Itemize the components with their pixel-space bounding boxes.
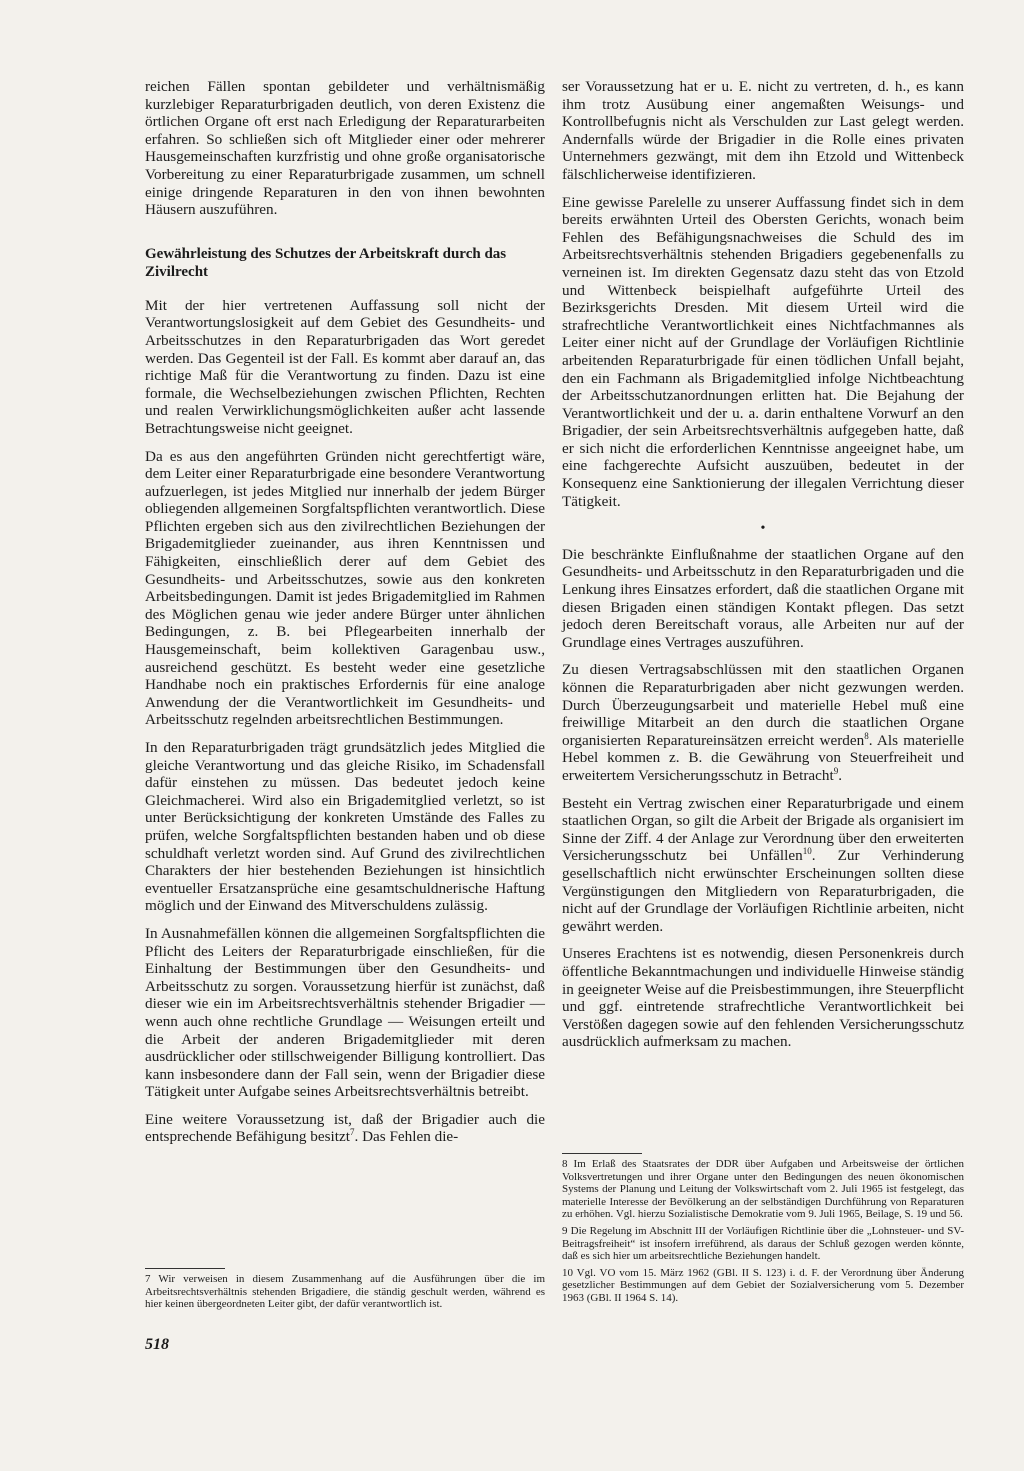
footnote-ref-7: 7	[349, 1127, 355, 1138]
paragraph: Unseres Erachtens ist es notwendig, diesen Personenkreis durch öffentliche Bekanntmachungen und individuelle Hinweise ständig in geeigneter Weise auf die Preisbestimmungen, ihre Steuerpflicht und ggf. eintretende strafrechtliche Verantwortlichkeit bei Verstößen dagegen sowie auf den fehlenden Versicherungsschutz ausdrücklich aufmerksam zu machen.	[562, 945, 964, 1051]
right-footnotes	[562, 1137, 964, 1309]
footnote-rule	[562, 1153, 642, 1154]
section-heading: Gewährleistung des Schutzes der Arbeitskraft durch das Zivilrecht	[145, 245, 507, 280]
paragraph-text: . Das Fehlen die-	[354, 1128, 459, 1146]
footnote-8: 8 Im Erlaß des Staatsrates der DDR über Aufgaben und Arbeitsweise der örtlichen Volksvertretungen und ihrer Organe unter den Bedingungen des neuen ökonomischen Systems der Planung und Leitung der Volkswirtschaft vom 2. Juli 1965 ist festgelegt, das materielle Interesse der Bevölkerung an der selbständigen Durchführung von Reparaturen zu erhöhen. Vgl. hierzu Sozialistische Demokratie vom 9. Juli 1965, Beilage, S. 19 und 56.	[562, 1158, 964, 1221]
paragraph-text: Eine weitere Voraussetzung ist, daß der Brigadier auch die entsprechende Befähigung besitzt	[145, 1110, 545, 1146]
footnote-rule	[145, 1268, 225, 1269]
footnote-9: 9 Die Regelung im Abschnitt III der Vorläufigen Richtlinie über die „Lohnsteuer- und SV-Beitragsfreiheit“ ist insofern irreführend, als daraus der Schluß gezogen werden könnte, daß es sich hier um arbeitsrechtliche Beziehungen handelt.	[562, 1224, 964, 1263]
paragraph: Die beschränkte Einflußnahme der staatlichen Organe auf den Gesundheits- und Arbeitsschutz in den Reparaturbrigaden und die Lenkung ihres Einsatzes erfordert, daß die staatlichen Organe mit diesen Brigaden einen ständigen Kontakt pflegen. Das setzt jedoch deren Bereitschaft voraus, alle Arbeiten nur auf der Grundlage eines Vertrages auszuführen.	[562, 545, 964, 651]
paragraph-text: . Zur Verhinderung gesellschaftlich nicht erwünschter Erscheinungen sollten diese Vergünstigungen den Mitgliedern von Reparaturbrigaden, die nicht auf der Grundlage der Vorläufigen Richtlinie arbeiten, nicht gewährt werden.	[562, 847, 964, 935]
paragraph	[562, 661, 964, 784]
left-footnotes	[145, 1252, 545, 1315]
paragraph: Da es aus den angeführten Gründen nicht gerechtfertigt wäre, dem Leiter einer Reparaturbrigade eine besondere Verantwortung aufzuerlegen, ist jedes Mitglied nur innerhalb der jedem Bürger obliegenden allgemeinen Sorgfaltspflichten verantwortlich. Diese Pflichten ergeben sich aus den zivilrechtlichen Beziehungen der Brigademitglieder zueinander, aus ihren Kenntnissen und Fähigkeiten, einschließlich derer auf dem Gebiet des Gesundheits- und Arbeitsschutzes, sowie aus den konkreten Arbeitsbedingungen. Damit ist jedes Brigademitglied im Rahmen des Möglichen genau wie jeder andere Bürger unter ähnlichen Bedingungen, z. B. bei Pflegearbeiten innerhalb der Hausgemeinschaft, beim kollektiven Garagenbau usw., ausreichend geschützt. Es besteht weder eine gesetzliche Handhabe noch ein praktisches Erfordernis für eine analoge Anwendung der die Verantwortlichkeit im Gesundheits- und Arbeitsschutz regelnden arbeitsrechtlichen Bestimmungen.	[145, 447, 545, 729]
footnote-7: 7 Wir verweisen in diesem Zusammenhang auf die Ausführungen über die im Arbeitsrechtsverhältnis stehenden Brigadiere, die ständig geschult werden, während es hier keinen übergeordneten Leiter gibt, der dafür verantwortlich ist.	[145, 1273, 545, 1311]
paragraph-text: . Als materielle Hebel kommen z. B. die Gewährung von Steuerfreiheit und erweitertem Versicherungsschutz in Betracht	[562, 731, 964, 784]
section-separator: •	[760, 521, 766, 537]
paragraph: Eine gewisse Parelelle zu unserer Auffassung findet sich in dem bereits erwähnten Urteil des Obersten Gerichts, wonach beim Fehlen des Befähigungsnachweises die Schuld des im Arbeitsrechtsverhältnis stehenden Brigadiers gegebenenfalls zu verneinen ist. Im direkten Gegensatz dazu steht das von Etzold und Wittenbeck beispielhaft aufgeführte Urteil des Bezirksgerichts Dresden. Mit diesem Urteil wird die strafrechtliche Verantwortlichkeit eines Nichtfachmannes als Leiter einer nicht auf der Grundlage der Vorläufigen Richtlinie arbeitenden Reparaturbrigade für einen tödlichen Unfall bejaht, den ein Fachmann als Brigademitglied infolge Nichtbeachtung der Arbeitsschutzanordnungen erlitten hat. Die Bejahung der Verantwortlichkeit und der u. a. darin enthaltene Vorwurf an den Brigadier, der sein Arbeitsrechtsverhältnis aufgegeben hatte, daß er sich nicht die erforderlichen Kenntnisse angeeignet habe, um eine fachgerechte Aufsicht auszuüben, bedeutet in der Konsequenz eine Sanktionierung der illegalen Verrichtung dieser Tätigkeit.	[562, 193, 964, 510]
paragraph: In Ausnahmefällen können die allgemeinen Sorgfaltspflichten die Pflicht des Leiters der Reparaturbrigade einschließen, für die Einhaltung der Bestimmungen über den Gesundheits- und Arbeitsschutz zu sorgen. Voraussetzung hierfür ist zunächst, daß dieser wie ein im Arbeitsrechtsverhältnis stehender Brigadier — wenn auch ohne rechtliche Grundlage — Weisungen erteilt und die Arbeit der anderen Brigademitglieder mit deren ausdrücklicher oder stillschweigender Billigung kontrolliert. Das kann insbesondere dann der Fall sein, wenn der Brigadier diese Tätigkeit unter Aufgabe seines Arbeitsrechtsverhältnis betreibt.	[145, 924, 545, 1101]
page-number: 518	[145, 1336, 169, 1353]
paragraph-text: Besteht ein Vertrag zwischen einer Reparaturbrigade und einem staatlichen Organ, so gilt die Arbeit der Brigade als organisiert im Sinne der Ziff. 4 der Anlage zur Verordnung über den erweiterten Versicherungsschutz bei Unfällen	[562, 794, 964, 865]
paragraph	[562, 795, 964, 936]
paragraph: In den Reparaturbrigaden trägt grundsätzlich jedes Mitglied die gleiche Verantwortung und das gleiche Risiko, im Schadensfall dafür einstehen zu müssen. Das bedeutet jedoch keine Gleichmacherei. Wird also ein Brigademitglied verletzt, so ist unter Berücksichtigung der konkreten Umstände des Falles zu prüfen, welche Sorgfaltspflichten bestanden haben und ob diese schuldhaft verletzt worden sind. Auf Grund des zivilrechtlichen Charakters der hier bestehenden Beziehungen ist hinsichtlich eventueller Ersatzansprüche eine gesamtschuldnerische Haftung möglich und der Einwand des Mitverschuldens zulässig.	[145, 739, 545, 915]
paragraph	[145, 1111, 545, 1146]
right-column	[562, 78, 964, 1061]
footnote-ref-9: 9	[833, 765, 839, 776]
footnote-ref-8: 8	[864, 730, 869, 741]
footnote-ref-10: 10	[802, 846, 812, 857]
paragraph: ser Voraussetzung hat er u. E. nicht zu vertreten, d. h., es kann ihm trotz Ausübung einer angemaßten Weisungs- und Kontrollbefugnis nicht als Verschulden zur Last gelegt werden. Andernfalls würde der Brigadier in die Rolle eines privaten Unternehmers gezwängt, mit dem ihn Etzold und Wittenbeck fälschlicherweise identifizieren.	[562, 78, 964, 183]
left-column	[145, 78, 545, 1156]
footnote-10: 10 Vgl. VO vom 15. März 1962 (GBl. II S. 123) i. d. F. der Verordnung über Änderung gesetzlicher Bestimmungen auf dem Gebiet der Sozialversicherung vom 5. Dezember 1963 (GBl. II 1964 S. 14).	[562, 1266, 964, 1304]
paragraph-text: Zu diesen Vertragsabschlüssen mit den staatlichen Organen können die Reparaturbrigaden aber nicht gezwungen werden. Durch Überzeugungsarbeit und materielle Hebel muß eine freiwillige Mitarbeit an den durch die staatlichen Organe organisierten Reparatureinsätzen erreicht werden	[562, 661, 964, 749]
paragraph-text: .	[838, 766, 843, 784]
paragraph: Mit der hier vertretenen Auffassung soll nicht der Verantwortungslosigkeit auf dem Gebiet des Gesundheits- und Arbeitsschutzes in den Reparaturbrigaden das Wort geredet werden. Das Gegenteil ist der Fall. Es kommt aber darauf an, das richtige Maß für die Verantwortung zu finden. Dazu ist eine formale, die Wechselbeziehungen zwischen Pflichten, Rechten und realen Verwirklichungsmöglichkeiten außer acht lassende Betrachtungsweise nicht geeignet.	[145, 296, 545, 437]
paragraph: reichen Fällen spontan gebildeter und verhältnismäßig kurzlebiger Reparaturbrigaden deutlich, von deren Existenz die örtlichen Organe oft erst nach Erledigung der Reparaturarbeiten erfahren. So schließen sich oft Mitglieder einer oder mehrerer Hausgemeinschaften kurzfristig und ohne große organisatorische Vorbereitung zu einer Reparaturbrigade zusammen, um schnell einige dringende Reparaturen in den von ihnen bewohnten Häusern auszuführen.	[145, 78, 545, 219]
